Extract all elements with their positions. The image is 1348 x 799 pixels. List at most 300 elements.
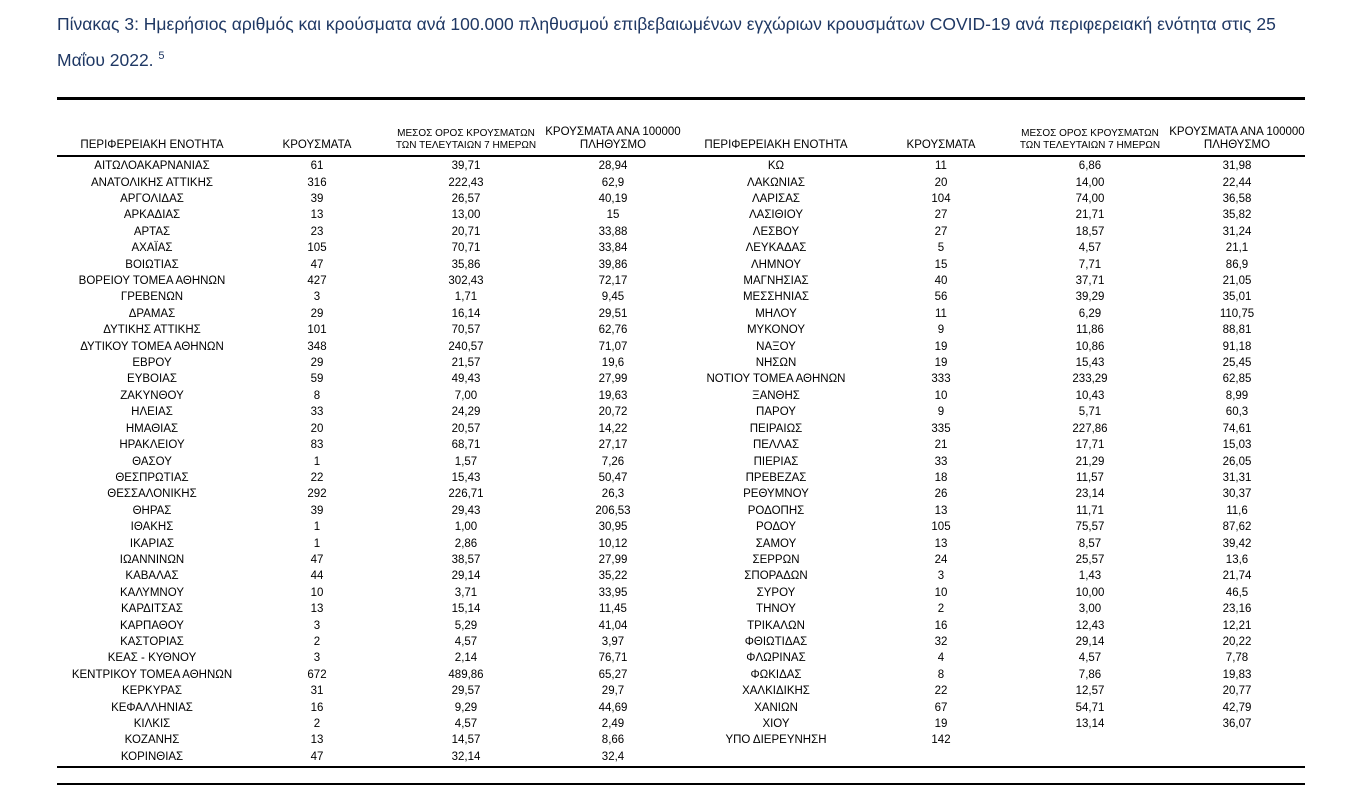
table-row xyxy=(57,421,681,437)
table-row xyxy=(681,158,1305,174)
table-cell: 9,45 xyxy=(601,291,625,304)
table-cell: 13 xyxy=(310,734,324,747)
table-cell: 13 xyxy=(310,209,324,222)
left-half-table xyxy=(57,158,681,765)
table-cell: ΠΙΕΡΙΑΣ xyxy=(753,455,799,468)
table-cell: 12,21 xyxy=(1222,619,1252,632)
table-cell: 25,57 xyxy=(1075,553,1105,566)
table-cell: 16,14 xyxy=(451,307,481,320)
table-cell: 2,49 xyxy=(601,718,625,731)
table-cell: 4 xyxy=(937,652,945,665)
table-cell: 38,57 xyxy=(451,553,481,566)
column-header-region-right: ΠΕΡΙΦΕΡΕΙΑΚΗ ΕΝΟΤΗΤΑ xyxy=(704,139,848,151)
table-cell: ΣΠΟΡΑΔΩΝ xyxy=(744,570,808,583)
table-cell: 9 xyxy=(937,324,945,337)
table-cell: 233,29 xyxy=(1072,373,1108,386)
table-cell: 29,7 xyxy=(601,685,625,698)
table-cell: 226,71 xyxy=(448,488,484,501)
table-row xyxy=(57,519,681,535)
table-row xyxy=(57,634,681,650)
footnote-reference: 5 xyxy=(158,50,165,62)
table-cell: 206,53 xyxy=(595,504,631,517)
table-cell: ΤΡΙΚΑΛΩΝ xyxy=(747,619,805,632)
table-cell: ΔΡΑΜΑΣ xyxy=(128,307,176,320)
table-cell: 10,43 xyxy=(1075,389,1105,402)
table-cell: ΣΕΡΡΩΝ xyxy=(752,553,800,566)
table-row xyxy=(57,470,681,486)
table-cell: 7,78 xyxy=(1225,652,1249,665)
table-header-row xyxy=(57,100,1305,155)
table-cell: 11 xyxy=(935,160,947,173)
table-cell: 56 xyxy=(934,291,948,304)
table-cell: ΞΑΝΘΗΣ xyxy=(752,389,800,402)
table-cell: ΚΟΡΙΝΘΙΑΣ xyxy=(120,750,184,763)
table-cell: ΔΥΤΙΚΟΥ ΤΟΜΕΑ ΑΘΗΝΩΝ xyxy=(80,340,224,353)
table-row xyxy=(681,306,1305,322)
table-cell: ΗΡΑΚΛΕΙΟΥ xyxy=(119,439,185,452)
table-row xyxy=(681,486,1305,502)
table-cell: ΧΑΛΚΙΔΙΚΗΣ xyxy=(742,685,810,698)
table-cell: 35,22 xyxy=(598,570,628,583)
table-cell: 20 xyxy=(934,176,948,189)
table-cell: 35,01 xyxy=(1222,291,1252,304)
table-cell: ΠΕΛΛΑΣ xyxy=(752,439,800,452)
table-cell: 6,86 xyxy=(1078,160,1102,173)
table-cell: 72,17 xyxy=(598,275,628,288)
table-cell: ΛΑΚΩΝΙΑΣ xyxy=(747,176,805,189)
table-row xyxy=(681,355,1305,371)
table-cell: 16 xyxy=(934,619,948,632)
table-cell: 1 xyxy=(313,455,321,468)
table-cell: ΒΟΙΩΤΙΑΣ xyxy=(125,258,179,271)
table-cell: ΕΥΒΟΙΑΣ xyxy=(127,373,177,386)
table-row xyxy=(57,207,681,223)
table-cell: ΒΟΡΕΙΟΥ ΤΟΜΕΑ ΑΘΗΝΩΝ xyxy=(78,275,226,288)
table-cell: 21,1 xyxy=(1225,242,1249,255)
table-cell: ΙΩΑΝΝΙΝΩΝ xyxy=(119,553,185,566)
table-cell: 18,57 xyxy=(1075,225,1105,238)
table-cell: ΠΑΡΟΥ xyxy=(756,406,796,419)
table-row xyxy=(681,289,1305,305)
table-cell: ΠΡΕΒΕΖΑΣ xyxy=(745,471,807,484)
table-cell: 33,88 xyxy=(598,225,628,238)
table-cell: 104 xyxy=(931,193,951,206)
column-header-cases-left: ΚΡΟΥΣΜΑΤΑ xyxy=(282,139,352,151)
table-cell: 11,6 xyxy=(1226,504,1248,517)
table-cell: ΚΩ xyxy=(767,160,785,173)
table-title xyxy=(57,8,1312,76)
table-cell: ΦΛΩΡΙΝΑΣ xyxy=(746,652,806,665)
table-cell: 10 xyxy=(310,586,324,599)
table-cell: ΜΗΛΟΥ xyxy=(755,307,797,320)
table-cell: 91,18 xyxy=(1222,340,1252,353)
table-cell: 4,57 xyxy=(454,718,478,731)
table-cell: ΚΑΡΔΙΤΣΑΣ xyxy=(121,603,183,616)
table-cell: ΗΛΕΙΑΣ xyxy=(131,406,173,419)
table-cell: 2 xyxy=(937,603,945,616)
table-row xyxy=(681,470,1305,486)
table-cell: 47 xyxy=(310,258,324,271)
table-row xyxy=(681,535,1305,551)
table-cell: 41,04 xyxy=(598,619,628,632)
table-row xyxy=(681,634,1305,650)
table-cell: 105 xyxy=(931,521,951,534)
table-cell: 20 xyxy=(310,422,324,435)
table-cell: 2 xyxy=(313,635,321,648)
table-cell: 13,00 xyxy=(451,209,481,222)
table-cell: 33,95 xyxy=(598,586,628,599)
table-cell: 19,6 xyxy=(601,357,625,370)
table-cell: ΝΟΤΙΟΥ ΤΟΜΕΑ ΑΘΗΝΩΝ xyxy=(706,373,846,386)
table-cell: 32 xyxy=(934,635,948,648)
table-cell: 292 xyxy=(307,488,327,501)
table-cell: ΡΟΔΟΠΗΣ xyxy=(747,504,805,517)
table-row xyxy=(57,732,681,748)
table-row xyxy=(681,207,1305,223)
table-cell: 32,14 xyxy=(451,750,481,763)
table-row xyxy=(57,404,681,420)
table-cell: 27 xyxy=(934,225,948,238)
table-cell: 30,95 xyxy=(598,521,628,534)
table-cell: ΡΟΔΟΥ xyxy=(755,521,797,534)
table-cell: 46,5 xyxy=(1225,586,1249,599)
table-cell xyxy=(1169,732,1305,748)
table-cell: 18 xyxy=(934,471,948,484)
table-cell: 12,43 xyxy=(1075,619,1105,632)
table-row xyxy=(57,535,681,551)
column-header-7day-avg-right: ΜΕΣΟΣ ΟΡΟΣ ΚΡΟΥΣΜΑΤΩΝ ΤΩΝ ΤΕΛΕΥΤΑΙΩΝ 7 ΗΜΕΡΩΝ xyxy=(1019,128,1161,151)
table-cell: 31 xyxy=(310,685,324,698)
table-cell: 39,86 xyxy=(598,258,628,271)
table-cell: 29,14 xyxy=(451,570,481,583)
table-cell: 10,00 xyxy=(1075,586,1105,599)
table-cell: 21 xyxy=(934,439,948,452)
table-cell: 20,72 xyxy=(598,406,628,419)
table-cell: ΛΗΜΝΟΥ xyxy=(750,258,802,271)
table-cell: 13,6 xyxy=(1225,553,1249,566)
horizontal-rule-bottom-inner xyxy=(57,766,1305,768)
table-cell: 2,14 xyxy=(454,652,478,665)
table-cell: 4,57 xyxy=(454,635,478,648)
table-cell: 15 xyxy=(934,258,948,271)
table-cell: ΛΕΣΒΟΥ xyxy=(752,225,800,238)
table-cell: 44 xyxy=(310,570,324,583)
table-cell: 44,69 xyxy=(598,701,628,714)
table-cell: 31,98 xyxy=(1222,160,1252,173)
table-row xyxy=(57,355,681,371)
table-cell: 5,29 xyxy=(454,619,478,632)
table-cell: 26,57 xyxy=(451,193,481,206)
table-cell: ΔΥΤΙΚΗΣ ΑΤΤΙΚΗΣ xyxy=(103,324,201,337)
table-cell: 60,3 xyxy=(1225,406,1249,419)
table-cell: ΚΕΝΤΡΙΚΟΥ ΤΟΜΕΑ ΑΘΗΝΩΝ xyxy=(71,668,233,681)
table-cell: 19 xyxy=(934,718,948,731)
table-cell: 26,3 xyxy=(601,488,625,501)
table-cell: ΜΕΣΣΗΝΙΑΣ xyxy=(742,291,810,304)
table-cell: ΚΑΣΤΟΡΙΑΣ xyxy=(120,635,184,648)
table-cell: 19 xyxy=(934,357,948,370)
table-cell: 30,37 xyxy=(1222,488,1252,501)
table-cell: 5 xyxy=(937,242,945,255)
table-cell: 47 xyxy=(310,553,324,566)
table-cell: 11 xyxy=(935,307,947,320)
table-cell: 3 xyxy=(313,619,321,632)
table-cell: 24,29 xyxy=(451,406,481,419)
table-cell: 21,71 xyxy=(1075,209,1105,222)
table-cell: 13,14 xyxy=(1075,718,1105,731)
table-row xyxy=(681,256,1305,272)
table-cell: 40 xyxy=(934,275,948,288)
table-cell: ΠΕΙΡΑΙΩΣ xyxy=(749,422,803,435)
table-cell: 3 xyxy=(937,570,945,583)
table-row xyxy=(57,667,681,683)
table-cell xyxy=(1011,732,1169,748)
table-cell: ΖΑΚΥΝΘΟΥ xyxy=(120,389,184,402)
table-cell: 19,63 xyxy=(598,389,628,402)
table-cell: 227,86 xyxy=(1072,422,1108,435)
table-cell: 59 xyxy=(310,373,324,386)
table-cell: ΙΚΑΡΙΑΣ xyxy=(129,537,175,550)
table-cell: 47 xyxy=(310,750,324,763)
table-row xyxy=(57,224,681,240)
table-cell: 2,86 xyxy=(454,537,478,550)
table-row xyxy=(681,732,1305,748)
table-row xyxy=(57,338,681,354)
column-header-region-left: ΠΕΡΙΦΕΡΕΙΑΚΗ ΕΝΟΤΗΤΑ xyxy=(80,139,224,151)
table-cell: 62,9 xyxy=(601,176,625,189)
table-cell: 86,9 xyxy=(1225,258,1249,271)
table-cell: 10 xyxy=(934,586,948,599)
table-cell: ΑΡΓΟΛΙΔΑΣ xyxy=(120,193,184,206)
table-cell: 7,86 xyxy=(1078,668,1102,681)
table-cell: 20,22 xyxy=(1222,635,1252,648)
table-cell: ΘΕΣΠΡΩΤΙΑΣ xyxy=(115,471,189,484)
table-row xyxy=(681,650,1305,666)
table-cell: ΡΕΘΥΜΝΟΥ xyxy=(743,488,809,501)
table-row xyxy=(681,699,1305,715)
table-cell: 3,00 xyxy=(1078,603,1102,616)
table-cell: 13 xyxy=(934,537,948,550)
table-row xyxy=(57,683,681,699)
table-cell: 35,82 xyxy=(1222,209,1252,222)
table-cell: 7,71 xyxy=(1078,258,1102,271)
table-cell: 11,71 xyxy=(1076,504,1104,517)
table-cell: 8,66 xyxy=(601,734,625,747)
table-cell: 27,99 xyxy=(598,553,628,566)
table-cell: 3 xyxy=(313,291,321,304)
table-cell: 9 xyxy=(937,406,945,419)
table-row xyxy=(57,552,681,568)
table-cell: 39 xyxy=(310,504,324,517)
table-cell: ΣΥΡΟΥ xyxy=(756,586,796,599)
table-cell: 32,4 xyxy=(601,750,625,763)
table-cell: 1 xyxy=(313,537,321,550)
table-cell: 65,27 xyxy=(598,668,628,681)
horizontal-rule-bottom-outer xyxy=(57,783,1305,785)
table-cell: ΛΕΥΚΑΔΑΣ xyxy=(745,242,807,255)
table-cell: 29,57 xyxy=(451,685,481,698)
table-cell: ΧΑΝΙΩΝ xyxy=(754,701,798,714)
table-cell: 88,81 xyxy=(1222,324,1252,337)
table-cell: 13 xyxy=(310,603,324,616)
table-cell: 71,07 xyxy=(598,340,628,353)
table-row xyxy=(57,306,681,322)
table-cell: 489,86 xyxy=(448,668,484,681)
table-cell: ΜΥΚΟΝΟΥ xyxy=(746,324,806,337)
table-row xyxy=(57,503,681,519)
table-cell: 15,03 xyxy=(1222,439,1252,452)
table-cell: 20,71 xyxy=(451,225,481,238)
table-cell: ΝΗΣΩΝ xyxy=(755,357,797,370)
table-cell: 1 xyxy=(313,521,321,534)
table-cell: 28,94 xyxy=(598,160,628,173)
table-cell: 87,62 xyxy=(1222,521,1252,534)
table-row xyxy=(681,224,1305,240)
table-cell: 105 xyxy=(307,242,327,255)
table-cell: 4,57 xyxy=(1078,652,1102,665)
table-cell: 50,47 xyxy=(598,471,628,484)
table-cell: 26 xyxy=(934,488,948,501)
table-cell: 61 xyxy=(310,160,324,173)
table-cell: 33,84 xyxy=(598,242,628,255)
table-cell: 31,31 xyxy=(1222,471,1252,484)
table-body xyxy=(57,158,1305,765)
table-cell: 101 xyxy=(307,324,327,337)
right-half-table xyxy=(681,158,1305,749)
table-row xyxy=(57,388,681,404)
table-cell: 333 xyxy=(931,373,951,386)
table-cell: 14,57 xyxy=(451,734,481,747)
table-cell: 22 xyxy=(310,471,324,484)
table-cell: 62,76 xyxy=(598,324,628,337)
table-cell: 20,57 xyxy=(451,422,481,435)
table-row xyxy=(57,158,681,174)
table-cell: 14,22 xyxy=(598,422,628,435)
table-cell: 20,77 xyxy=(1222,685,1252,698)
table-cell: 74,00 xyxy=(1075,193,1105,206)
table-row xyxy=(681,240,1305,256)
table-cell: 10,86 xyxy=(1075,340,1105,353)
table-cell: 83 xyxy=(310,439,324,452)
table-row xyxy=(57,174,681,190)
table-cell: 21,74 xyxy=(1222,570,1252,583)
table-cell: 39,42 xyxy=(1222,537,1252,550)
table-cell: 7,26 xyxy=(601,455,625,468)
table-cell: ΚΑΛΥΜΝΟΥ xyxy=(120,586,184,599)
table-row xyxy=(57,256,681,272)
table-cell: 39,71 xyxy=(451,160,481,173)
table-cell: 74,61 xyxy=(1222,422,1252,435)
table-cell: 24 xyxy=(934,553,948,566)
table-cell: ΑΧΑΪΑΣ xyxy=(131,242,173,255)
table-cell: 8 xyxy=(313,389,321,402)
table-row xyxy=(681,716,1305,732)
table-cell: 54,71 xyxy=(1075,701,1105,714)
table-row xyxy=(681,601,1305,617)
table-row xyxy=(681,273,1305,289)
table-cell: 222,43 xyxy=(448,176,484,189)
table-row xyxy=(57,289,681,305)
table-cell: 10,12 xyxy=(598,537,628,550)
table-cell: 427 xyxy=(307,275,327,288)
table-cell: ΚΕΡΚΥΡΑΣ xyxy=(122,685,182,698)
table-cell: 42,79 xyxy=(1222,701,1252,714)
table-cell: ΚΕΑΣ - ΚΥΘΝΟΥ xyxy=(107,652,197,665)
table-cell: ΦΩΚΙΔΑΣ xyxy=(750,668,802,681)
table-cell: 12,57 xyxy=(1075,685,1105,698)
table-cell: 5,71 xyxy=(1078,406,1102,419)
table-row xyxy=(57,486,681,502)
table-cell: 23 xyxy=(310,225,324,238)
table-cell: ΗΜΑΘΙΑΣ xyxy=(125,422,179,435)
table-cell: 36,07 xyxy=(1222,718,1252,731)
table-row xyxy=(681,683,1305,699)
table-cell: 302,43 xyxy=(448,275,484,288)
table-cell: 29,43 xyxy=(451,504,481,517)
table-cell: ΚΕΦΑΛΛΗΝΙΑΣ xyxy=(111,701,193,714)
table-cell: 17,71 xyxy=(1075,439,1105,452)
table-row xyxy=(681,519,1305,535)
table-cell: 21,29 xyxy=(1075,455,1105,468)
table-cell: 35,86 xyxy=(451,258,481,271)
table-row xyxy=(57,453,681,469)
table-cell: 29,51 xyxy=(598,307,628,320)
table-row xyxy=(681,388,1305,404)
table-cell: 39 xyxy=(310,193,324,206)
table-row xyxy=(681,585,1305,601)
column-header-per-100k-right: ΚΡΟΥΣΜΑΤΑ ΑΝΑ 100000 ΠΛΗΘΥΣΜΟ xyxy=(1169,126,1305,151)
table-cell: 68,71 xyxy=(451,439,481,452)
table-row xyxy=(681,371,1305,387)
table-cell: ΑΡΤΑΣ xyxy=(133,225,171,238)
table-cell: 21,05 xyxy=(1222,275,1252,288)
table-row xyxy=(681,568,1305,584)
table-cell: ΚΑΒΑΛΑΣ xyxy=(125,570,179,583)
table-cell: 67 xyxy=(934,701,948,714)
table-cell: 37,71 xyxy=(1075,275,1105,288)
table-cell: 3,97 xyxy=(601,635,625,648)
column-header-per-100k-left: ΚΡΟΥΣΜΑΤΑ ΑΝΑ 100000 ΠΛΗΘΥΣΜΟ xyxy=(545,126,681,151)
table-cell: 348 xyxy=(307,340,327,353)
table-cell: ΘΕΣΣΑΛΟΝΙΚΗΣ xyxy=(107,488,197,501)
table-cell: 9,29 xyxy=(454,701,478,714)
table-cell: ΘΑΣΟΥ xyxy=(132,455,172,468)
table-cell: 33 xyxy=(310,406,324,419)
table-row xyxy=(57,371,681,387)
table-cell: 240,57 xyxy=(448,340,484,353)
table-cell: 316 xyxy=(307,176,327,189)
table-cell: 22,44 xyxy=(1222,176,1252,189)
table-cell: ΝΑΞΟΥ xyxy=(756,340,796,353)
table-cell: 3,71 xyxy=(454,586,478,599)
table-cell: ΜΑΓΝΗΣΙΑΣ xyxy=(743,275,809,288)
table-cell: 70,57 xyxy=(451,324,481,337)
table-cell: 21,57 xyxy=(451,357,481,370)
table-cell: 16 xyxy=(310,701,324,714)
table-row xyxy=(57,437,681,453)
table-cell: ΦΘΙΩΤΙΔΑΣ xyxy=(744,635,808,648)
column-header-7day-avg-left: ΜΕΣΟΣ ΟΡΟΣ ΚΡΟΥΣΜΑΤΩΝ ΤΩΝ ΤΕΛΕΥΤΑΙΩΝ 7 ΗΜΕΡΩΝ xyxy=(395,128,537,151)
table-row xyxy=(681,404,1305,420)
table-row xyxy=(57,568,681,584)
table-cell: 75,57 xyxy=(1075,521,1105,534)
table-title-text: Πίνακας 3: Ημερήσιος αριθμός και κρούσματα ανά 100.000 πληθυσμού επιβεβαιωμένων εγχώριων κρουσμάτων COVID-19 ανά περιφερειακή ενότητα στις 25 Μαΐου 2022. xyxy=(57,14,1276,70)
table-cell: ΘΗΡΑΣ xyxy=(132,504,172,517)
table-cell: 76,71 xyxy=(598,652,628,665)
table-cell: 29,14 xyxy=(1075,635,1105,648)
table-cell: 110,75 xyxy=(1219,307,1255,320)
table-cell: 14,00 xyxy=(1075,176,1105,189)
